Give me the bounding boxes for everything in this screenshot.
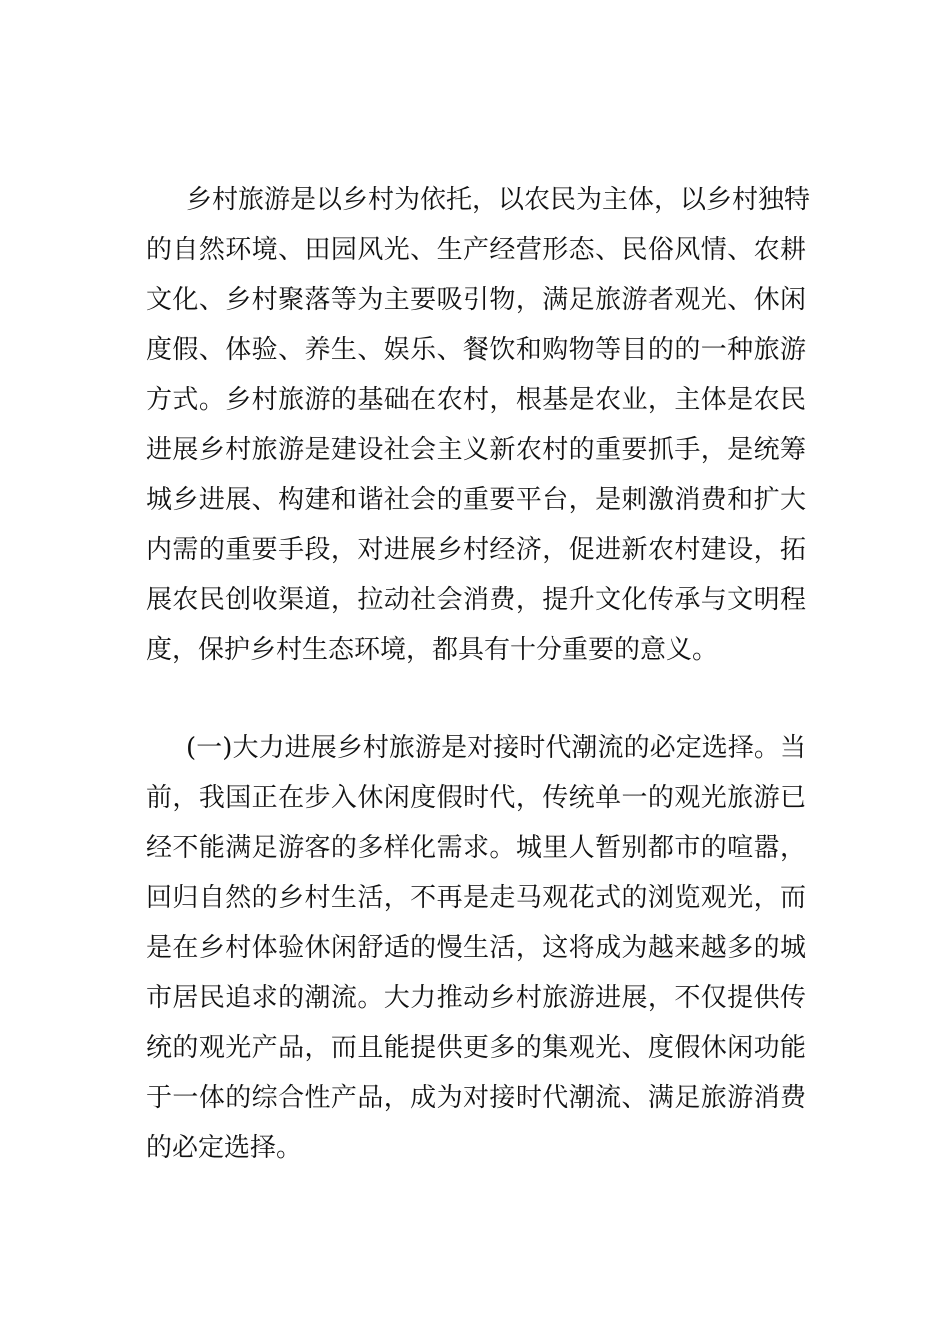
paragraph-line: 方式。乡村旅游的基础在农村，根基是农业，主体是农民 xyxy=(146,385,806,415)
paragraph-line: 内需的重要手段，对进展乡村经济，促进新农村建设，拓 xyxy=(146,535,806,565)
paragraph-line: 进展乡村旅游是建设社会主义新农村的重要抓手，是统筹 xyxy=(146,435,806,465)
paragraph-line: 市居民追求的潮流。大力推动乡村旅游进展，不仅提供传 xyxy=(146,983,806,1013)
paragraph-line: 是在乡村体验休闲舒适的慢生活，这将成为越来越多的城 xyxy=(146,933,806,963)
paragraph-line: 前，我国正在步入休闲度假时代，传统单一的观光旅游已 xyxy=(146,783,806,813)
paragraph-line: 统的观光产品，而且能提供更多的集观光、度假休闲功能 xyxy=(146,1033,806,1063)
paragraph-line: 经不能满足游客的多样化需求。城里人暂别都市的喧嚣， xyxy=(146,833,806,863)
paragraph-line: 度假、体验、养生、娱乐、餐饮和购物等目的的一种旅游 xyxy=(146,335,806,365)
paragraph-line: 回归自然的乡村生活，不再是走马观花式的浏览观光，而 xyxy=(146,883,806,913)
paragraph-line: 于一体的综合性产品，成为对接时代潮流、满足旅游消费 xyxy=(146,1083,806,1113)
paragraph-line: (一)大力进展乡村旅游是对接时代潮流的必定选择。当 xyxy=(186,733,806,763)
paragraph-line: 城乡进展、构建和谐社会的重要平台，是刺激消费和扩大 xyxy=(146,485,806,515)
paragraph-line: 文化、乡村聚落等为主要吸引物，满足旅游者观光、休闲 xyxy=(146,285,806,315)
paragraph-line: 展农民创收渠道，拉动社会消费，提升文化传承与文明程 xyxy=(146,585,806,615)
paragraph-line: 乡村旅游是以乡村为依托，以农民为主体，以乡村独特 xyxy=(186,185,811,215)
paragraph-line: 的必定选择。 xyxy=(146,1133,303,1163)
paragraph-line: 度，保护乡村生态环境，都具有十分重要的意义。 xyxy=(146,635,719,665)
paragraph-line: 的自然环境、田园风光、生产经营形态、民俗风情、农耕 xyxy=(146,235,806,265)
